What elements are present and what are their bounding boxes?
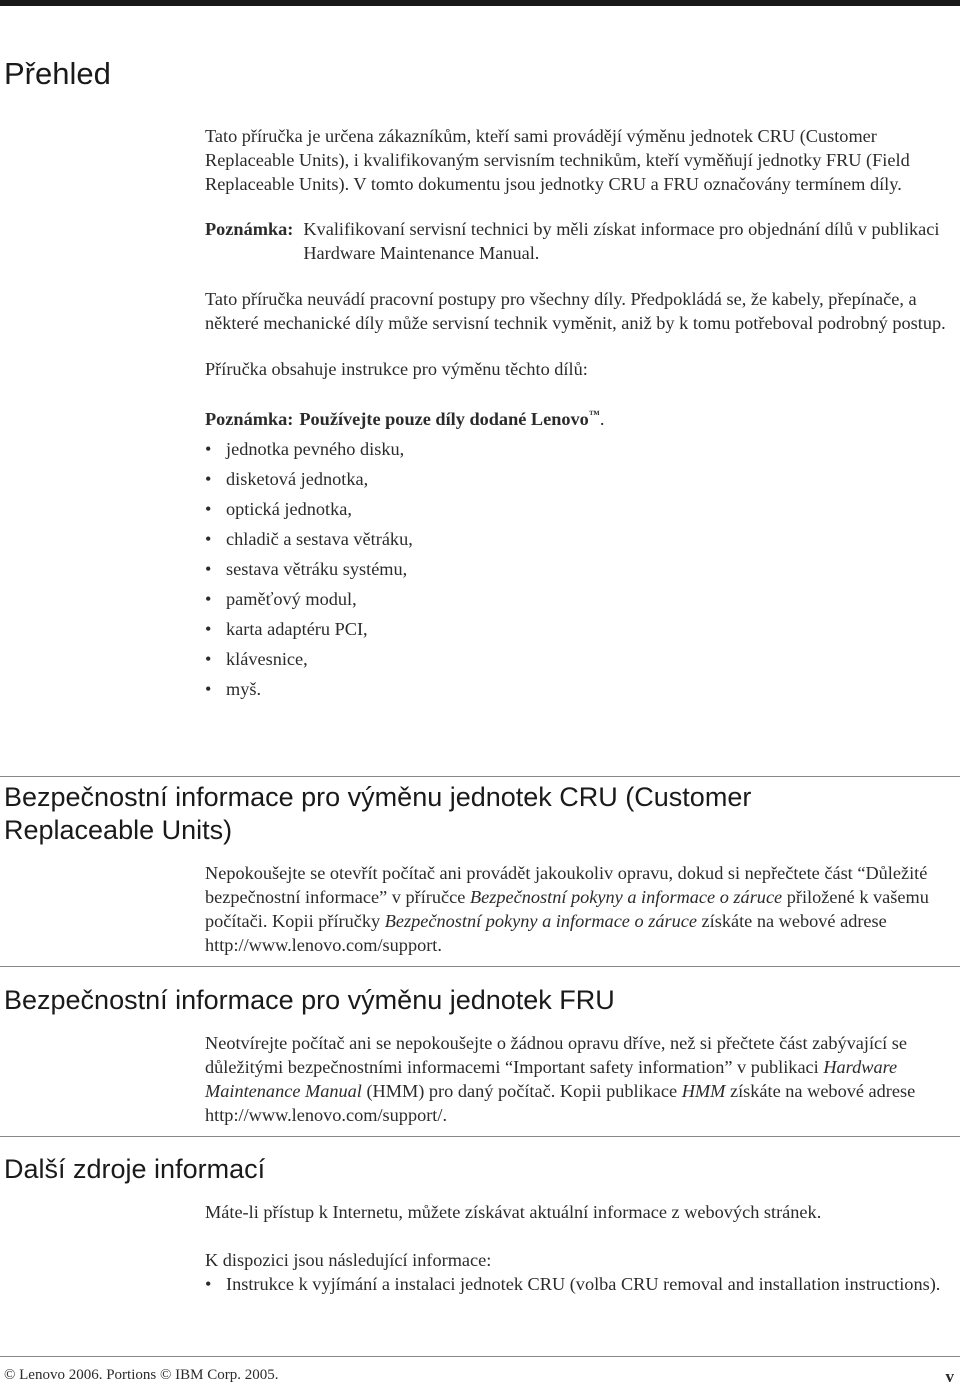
top-rule <box>0 0 960 6</box>
parts-intro: Příručka obsahuje instrukce pro výměnu těchto dílů: <box>205 359 588 379</box>
trademark-sign: ™ <box>588 409 600 421</box>
parts-list <box>205 437 955 707</box>
note-label: Poznámka: <box>205 409 294 430</box>
note-text: Kvalifikovaní servisní technici by měli získat informace pro objednání dílů v publikaci Hardware Maintenance Manual. <box>303 219 940 263</box>
section-divider <box>0 966 960 967</box>
list-item: • jednotka pevného disku, <box>205 437 955 467</box>
resources-section <box>205 1200 955 1296</box>
page-title: Přehled <box>4 56 111 91</box>
section-divider <box>0 776 960 777</box>
intro-paragraph: Tato příručka je určena zákazníkům, kteří sami provádějí výměnu jednotek CRU (Customer Replaceable Units), i kvalifikovaným servisním technikům, kteří vyměňují jednotky FRU (Field Replaceable Units). V tomto dokumentu jsou jednotky CRU a FRU označovány termínem díly. <box>205 126 910 194</box>
section-heading-fru: Bezpečnostní informace pro výměnu jednotek FRU <box>4 985 615 1015</box>
procedures-paragraph: Tato příručka neuvádí pracovní postupy pro všechny díly. Předpokládá se, že kabely, přepínače, a některé mechanické díly může servisní technik vyměnit, aniž by k tomu potřeboval podrobný postup. <box>205 289 946 333</box>
note-lenovo-parts <box>205 403 955 431</box>
section-divider <box>0 1136 960 1137</box>
list-item: • sestava větráku systému, <box>205 557 955 587</box>
page-number: v <box>945 1367 954 1386</box>
page-footer <box>4 1367 954 1387</box>
section-heading-resources: Další zdroje informací <box>4 1154 266 1184</box>
note-end: . <box>599 409 605 430</box>
resources-list <box>205 1272 955 1296</box>
footer-divider <box>0 1356 960 1357</box>
list-item: • karta adaptéru PCI, <box>205 617 955 647</box>
section-heading-cru: Bezpečnostní informace pro výměnu jednotek CRU (Customer Replaceable Units) <box>4 782 752 845</box>
list-item: • myš. <box>205 677 955 707</box>
list-item: • optická jednotka, <box>205 497 955 527</box>
fru-paragraph: Neotvírejte počítač ani se nepokoušejte o žádnou opravu dříve, než si přečtete část zabývající se důležitými bezpečnostními informacemi “Important safety information” v publikaci Hardware Maintenance Manual (HMM) pro daný počítač. Kopii publikace HMM získáte na webové adrese http://www.lenovo.com/support/. <box>205 1033 916 1125</box>
list-item: • Instrukce k vyjímání a instalaci jednotek CRU (volba CRU removal and installation instructions). <box>205 1272 955 1296</box>
list-item: • klávesnice, <box>205 647 955 677</box>
list-item: • chladič a sestava větráku, <box>205 527 955 557</box>
copyright-text: © Lenovo 2006. Portions © IBM Corp. 2005. <box>4 1367 279 1383</box>
overview-section <box>205 124 955 707</box>
note-label: Poznámka: <box>205 219 294 239</box>
cru-paragraph: Nepokoušejte se otevřít počítač ani provádět jakoukoliv opravu, dokud si nepřečtete část “Důležité bezpečnostní informace” v příručce Bezpečnostní pokyny a informace o záruce přiložené k vašemu počítači. Kopii příručky Bezpečnostní pokyny a informace o záruce získáte na webové adrese http://www.lenovo.com/support. <box>205 863 929 955</box>
list-item: • disketová jednotka, <box>205 467 955 497</box>
available-info-intro: K dispozici jsou následující informace: <box>205 1250 492 1270</box>
list-item: • paměťový modul, <box>205 587 955 617</box>
note-hmm <box>205 217 955 265</box>
note-text: Používejte pouze díly dodané Lenovo <box>299 409 589 430</box>
internet-paragraph: Máte-li přístup k Internetu, můžete získávat aktuální informace z webových stránek. <box>205 1202 822 1222</box>
